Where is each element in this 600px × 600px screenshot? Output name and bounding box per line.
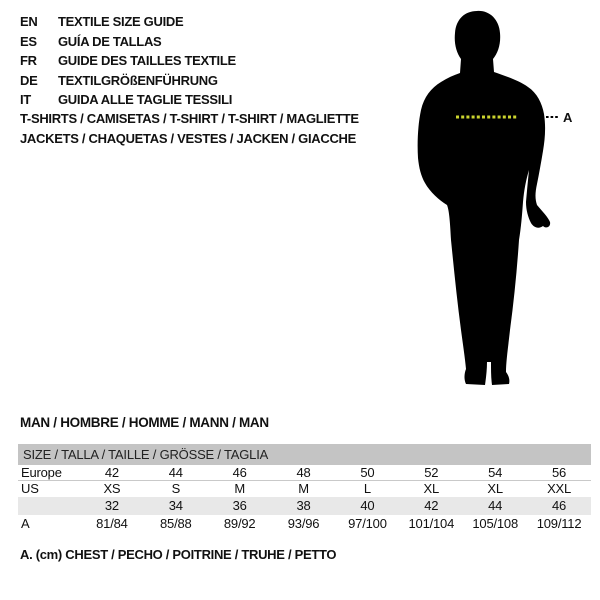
category-heading: [20, 109, 440, 148]
table-cell: 46: [232, 465, 247, 480]
table-cell: 52: [424, 465, 439, 480]
table-cell: 32: [104, 498, 119, 513]
language-list: [20, 12, 380, 110]
language-label: TEXTILGRÖßENFÜHRUNG: [58, 72, 218, 88]
table-cell: 81/84: [96, 516, 128, 531]
table-cell: 36: [232, 498, 247, 513]
table-cell: 34: [168, 498, 183, 513]
language-label: GUIDA ALLE TAGLIE TESSILI: [58, 92, 233, 107]
language-row: [20, 12, 380, 32]
table-cell: 44: [168, 465, 183, 480]
category-line-tshirts: T-SHIRTS / CAMISETAS / T-SHIRT / T-SHIRT / MAGLIETTE: [20, 111, 359, 126]
table-cell: S: [171, 481, 181, 496]
table-row-us-numeric: [18, 497, 591, 515]
table-cell: XXL: [547, 481, 572, 496]
row-label: Europe: [21, 465, 62, 480]
table-cell: M: [298, 481, 309, 496]
row-label: A: [21, 516, 30, 531]
table-cell: 89/92: [223, 516, 256, 531]
table-cell: 40: [360, 498, 375, 513]
language-code: EN: [20, 14, 38, 29]
table-cell: 48: [296, 465, 311, 480]
language-row: [20, 90, 380, 110]
language-code: IT: [20, 92, 31, 107]
language-code: DE: [20, 72, 38, 88]
table-cell: 42: [104, 465, 119, 480]
language-label: GUIDE DES TAILLES TEXTILE: [58, 53, 236, 68]
table-cell: 46: [552, 498, 567, 513]
size-table: [18, 444, 591, 532]
table-row-chest-cm: [18, 515, 591, 532]
table-cell: 44: [488, 498, 503, 513]
table-row-us-letters: [18, 481, 591, 497]
table-cell: L: [363, 481, 371, 496]
table-cell: 105/108: [472, 516, 518, 531]
language-label: GUÍA DE TALLAS: [58, 33, 162, 49]
table-cell: 42: [424, 498, 439, 513]
table-cell: 109/112: [536, 516, 582, 531]
table-cell: 38: [296, 498, 311, 513]
language-code: ES: [20, 33, 37, 49]
table-cell: 50: [360, 465, 375, 480]
table-cell: XS: [103, 481, 121, 496]
table-cell: 93/96: [287, 516, 320, 531]
man-silhouette: [418, 11, 551, 385]
table-cell: 97/100: [348, 516, 387, 531]
table-cell: 101/104: [408, 516, 455, 531]
table-cell: M: [234, 481, 245, 496]
section-title-man: MAN / HOMBRE / HOMME / MANN / MAN: [20, 415, 269, 430]
table-cell: 54: [488, 465, 503, 480]
language-code: FR: [20, 53, 37, 68]
table-row-europe: [18, 465, 591, 481]
row-label: US: [21, 481, 39, 496]
language-row: [20, 71, 380, 91]
language-label: TEXTILE SIZE GUIDE: [58, 14, 184, 29]
table-cell: 56: [552, 465, 567, 480]
language-row: [20, 32, 380, 52]
language-row: [20, 51, 380, 71]
table-cell: XL: [423, 481, 440, 496]
size-table-header: SIZE / TALLA / TAILLE / GRÖSSE / TAGLIA: [18, 444, 591, 465]
man-silhouette-figure: [395, 0, 600, 400]
table-cell: 85/88: [160, 516, 192, 531]
table-cell: XL: [487, 481, 503, 496]
measure-footnote: A. (cm) CHEST / PECHO / POITRINE / TRUHE / PETTO: [20, 547, 337, 562]
measure-label-a: A: [563, 110, 573, 125]
category-line-jackets: JACKETS / CHAQUETAS / VESTES / JACKEN / GIACCHE: [20, 130, 356, 146]
